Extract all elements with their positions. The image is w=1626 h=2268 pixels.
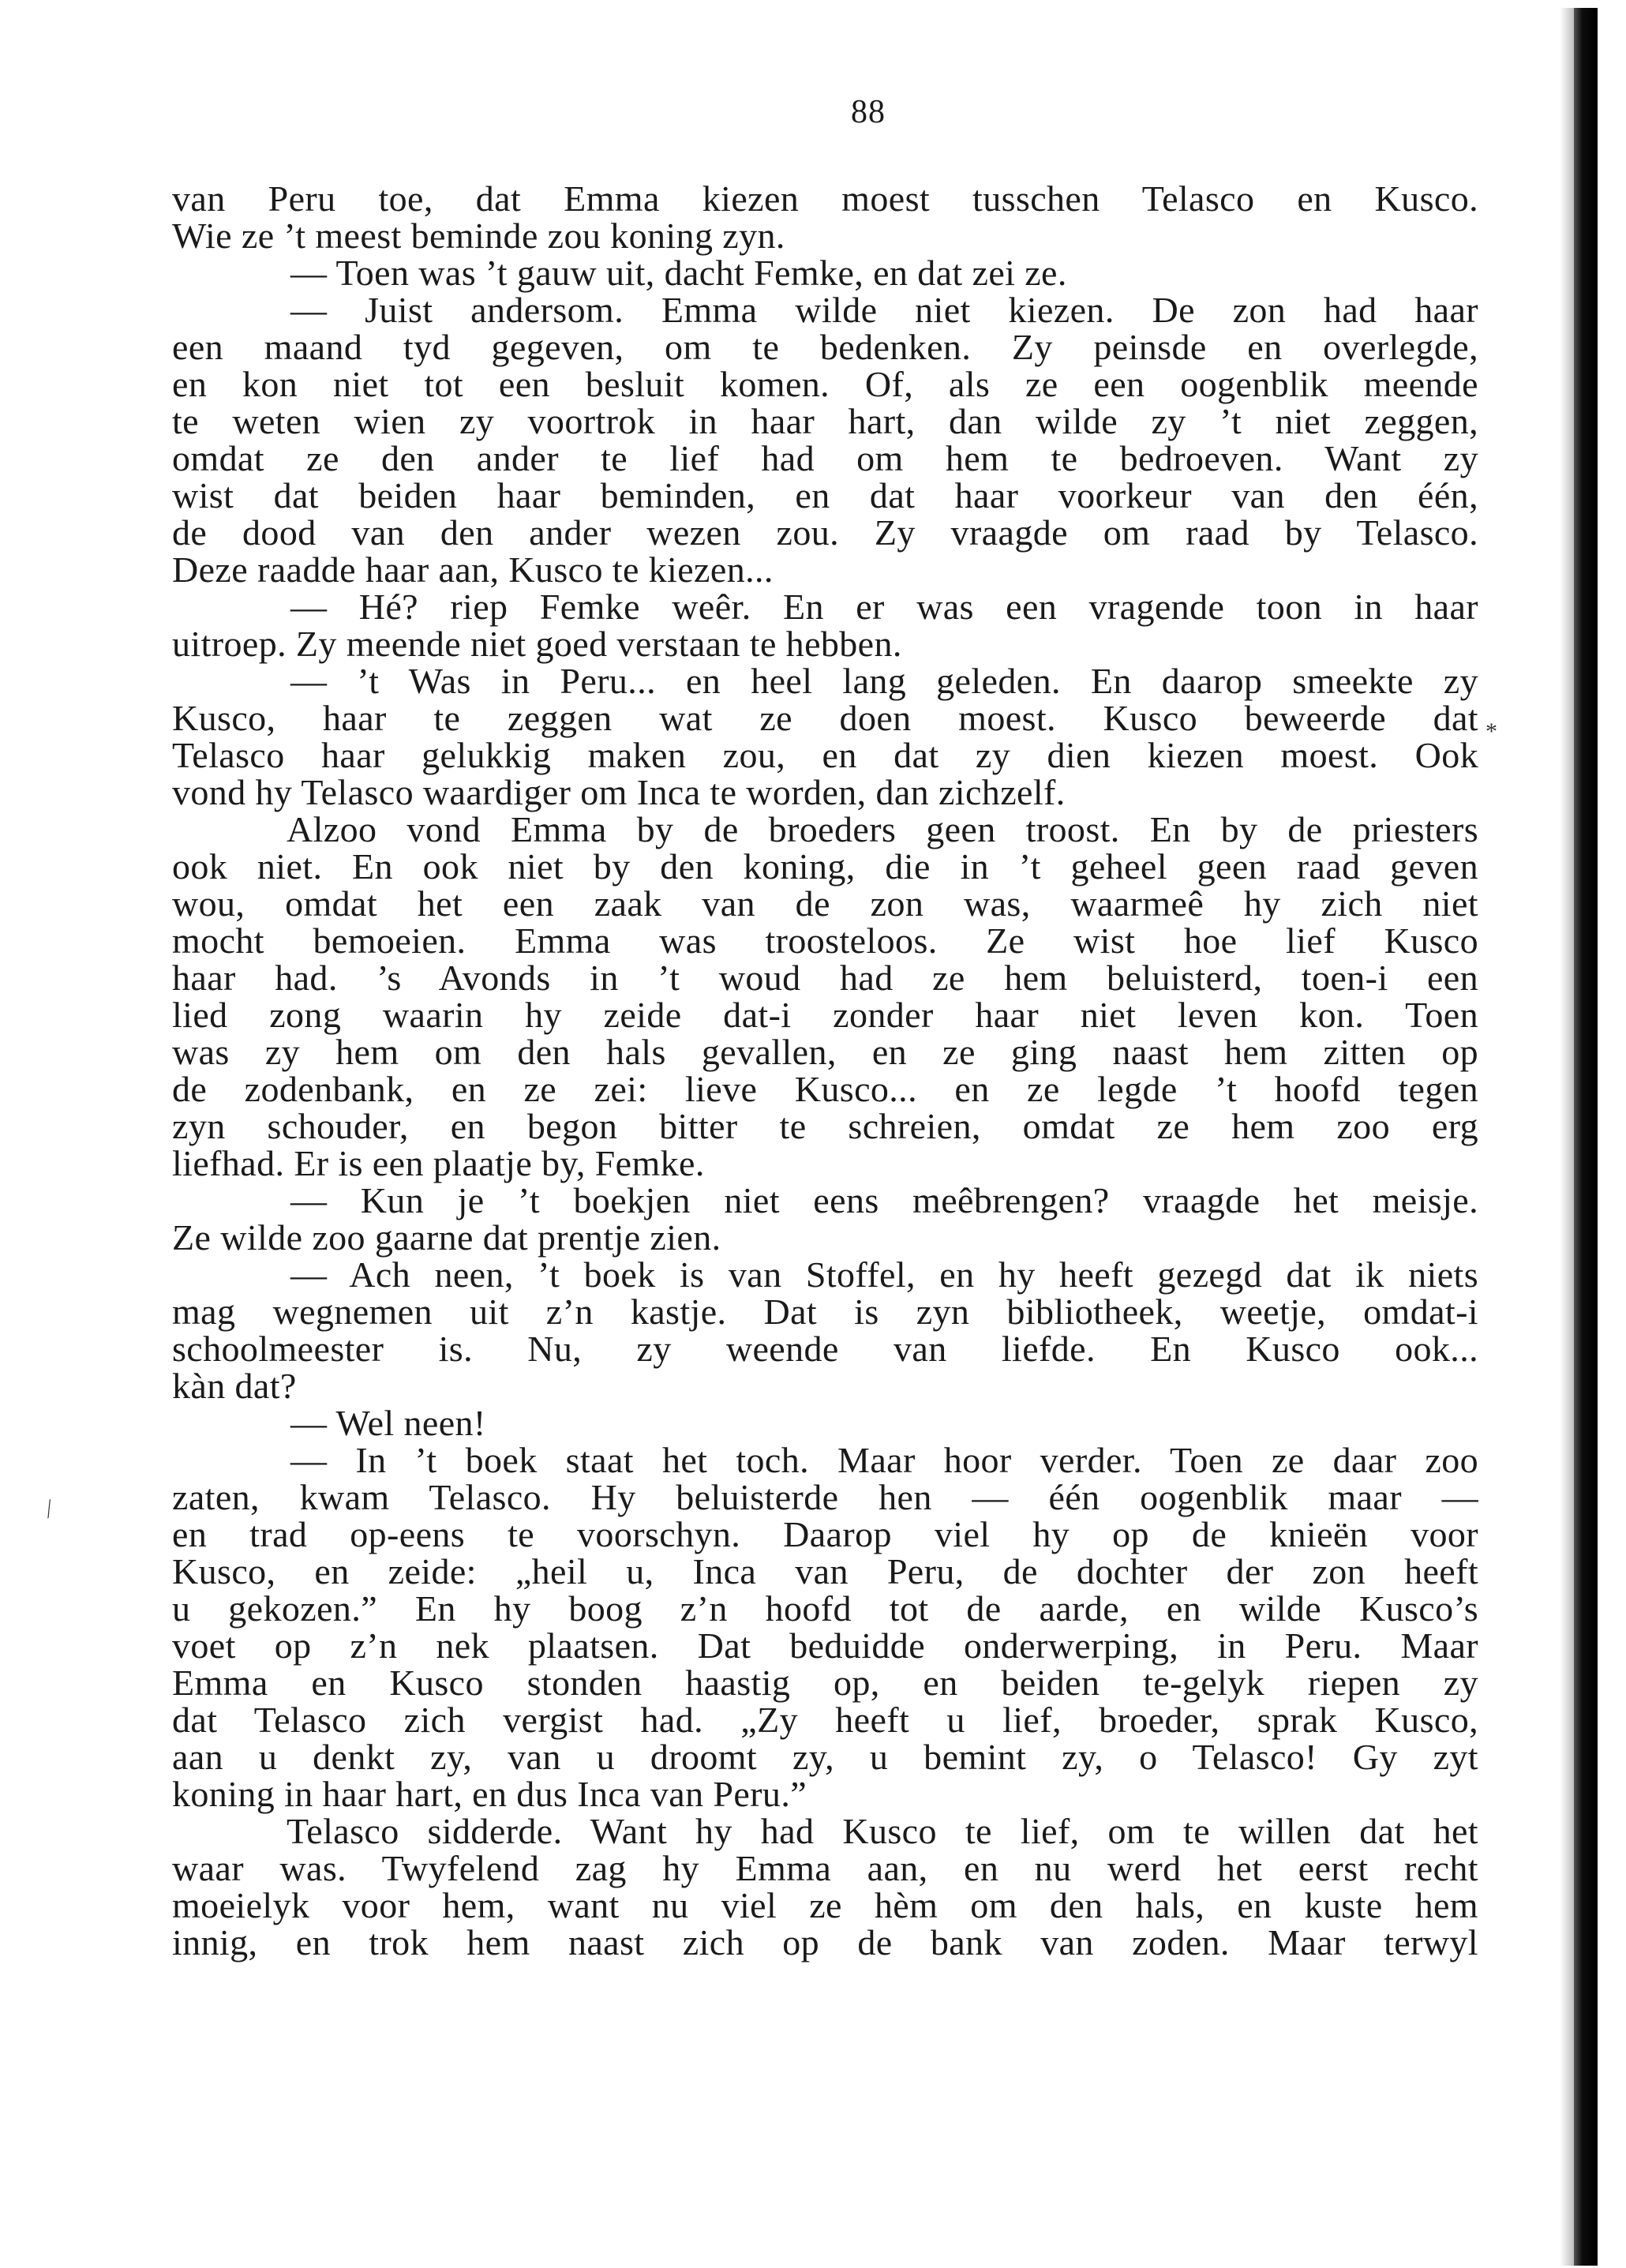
- text-line: Kusco, haar te zeggen wat ze doen moest. Kusco beweerde dat: [172, 698, 1478, 738]
- text-line: Ze wilde zoo gaarne dat prentje zien.: [172, 1217, 721, 1258]
- text-line: Telasco haar gelukkig maken zou, en dat zy dien kiezen moest. Ook: [172, 735, 1478, 775]
- text-line: Deze raadde haar aan, Kusco te kiezen...: [172, 549, 774, 590]
- margin-speck: ⁄: [40, 1497, 58, 1522]
- text-line: mag wegnemen uit z’n kastje. Dat is zyn bibliotheek, weetje, omdat-i: [172, 1291, 1478, 1332]
- text-line: en kon niet tot een besluit komen. Of, als ze een oogenblik meende: [172, 364, 1478, 404]
- text-line: mocht bemoeien. Emma was troosteloos. Ze wist hoe lief Kusco: [172, 920, 1478, 961]
- text-line: u gekozen.” En hy boog z’n hoofd tot de aarde, en wilde Kusco’s: [172, 1588, 1478, 1629]
- text-line: koning in haar hart, en dus Inca van Peru.”: [172, 1774, 807, 1814]
- text-line: schoolmeester is. Nu, zy weende van liefde. En Kusco ook...: [172, 1329, 1478, 1369]
- text-line: de zodenbank, en ze zei: lieve Kusco... en ze legde ’t hoofd tegen: [172, 1069, 1478, 1109]
- text-line: — Hé? riep Femke weêr. En er was een vragende toon in haar: [290, 587, 1478, 627]
- text-line: moeielyk voor hem, want nu viel ze hèm om den hals, en kuste hem: [172, 1885, 1478, 1925]
- text-line: zaten, kwam Telasco. Hy beluisterde hen — één oogenblik maar —: [172, 1477, 1478, 1517]
- text-line: was zy hem om den hals gevallen, en ze ging naast hem zitten op: [172, 1032, 1478, 1072]
- book-binding-edge: [1574, 8, 1598, 2266]
- text-line: haar had. ’s Avonds in ’t woud had ze hem beluisterd, toen-i een: [172, 958, 1478, 998]
- text-line: Telasco sidderde. Want hy had Kusco te lief, om te willen dat het: [287, 1811, 1478, 1851]
- text-line: aan u denkt zy, van u droomt zy, u bemint zy, o Telasco! Gy zyt: [172, 1737, 1478, 1777]
- text-line: — Kun je ’t boekjen niet eens meêbrengen? vraagde het meisje.: [290, 1180, 1478, 1220]
- text-line: — Juist andersom. Emma wilde niet kiezen. De zon had haar: [290, 290, 1478, 330]
- text-line: Alzoo vond Emma by de broeders geen troost. En by de priesters: [287, 809, 1478, 849]
- text-line: waar was. Twyfelend zag hy Emma aan, en nu werd het eerst recht: [172, 1848, 1478, 1888]
- text-line: ook niet. En ook niet by den koning, die in ’t geheel geen raad geven: [172, 846, 1478, 887]
- text-line: een maand tyd gegeven, om te bedenken. Zy peinsde en overlegde,: [172, 327, 1478, 367]
- text-line: lied zong waarin hy zeide dat-i zonder haar niet leven kon. Toen: [172, 995, 1478, 1035]
- text-line: innig, en trok hem naast zich op de bank van zoden. Maar terwyl: [172, 1922, 1478, 1962]
- body-text: [172, 180, 1478, 1961]
- text-line: omdat ze den ander te lief had om hem te bedroeven. Want zy: [172, 438, 1478, 478]
- text-line: wist dat beiden haar beminden, en dat haar voorkeur van den één,: [172, 475, 1478, 515]
- text-line: wou, omdat het een zaak van de zon was, waarmeê hy zich niet: [172, 883, 1478, 924]
- text-line: — ’t Was in Peru... en heel lang geleden. En daarop smeekte zy: [290, 661, 1478, 701]
- text-line: de dood van den ander wezen zou. Zy vraagde om raad by Telasco.: [172, 512, 1478, 553]
- margin-speck: *: [1486, 718, 1497, 744]
- text-line: dat Telasco zich vergist had. „Zy heeft u lief, broeder, sprak Kusco,: [172, 1700, 1478, 1740]
- text-line: — Wel neen!: [290, 1403, 486, 1443]
- text-line: kàn dat?: [172, 1366, 297, 1406]
- text-line: — In ’t boek staat het toch. Maar hoor verder. Toen ze daar zoo: [290, 1440, 1478, 1480]
- text-line: — Toen was ’t gauw uit, dacht Femke, en dat zei ze.: [290, 253, 1067, 293]
- text-line: van Peru toe, dat Emma kiezen moest tusschen Telasco en Kusco.: [172, 178, 1478, 219]
- page-number: 88: [851, 94, 886, 130]
- text-line: vond hy Telasco waardiger om Inca te worden, dan zichzelf.: [172, 772, 1066, 812]
- text-line: Emma en Kusco stonden haastig op, en beiden te-gelyk riepen zy: [172, 1663, 1478, 1703]
- text-line: en trad op-eens te voorschyn. Daarop viel hy op de knieën voor: [172, 1514, 1478, 1554]
- text-line: voet op z’n nek plaatsen. Dat beduidde onderwerping, in Peru. Maar: [172, 1625, 1478, 1666]
- text-line: Wie ze ’t meest beminde zou koning zyn.: [172, 216, 785, 256]
- text-line: — Ach neen, ’t boek is van Stoffel, en hy heeft gezegd dat ik niets: [290, 1254, 1478, 1295]
- text-line: uitroep. Zy meende niet goed verstaan te hebben.: [172, 624, 902, 664]
- text-line: zyn schouder, en begon bitter te schreien, omdat ze hem zoo erg: [172, 1106, 1478, 1146]
- text-line: te weten wien zy voortrok in haar hart, dan wilde zy ’t niet zeggen,: [172, 401, 1478, 441]
- text-line: Kusco, en zeide: „heil u, Inca van Peru, de dochter der zon heeft: [172, 1551, 1478, 1591]
- text-line: liefhad. Er is een plaatje by, Femke.: [172, 1143, 705, 1183]
